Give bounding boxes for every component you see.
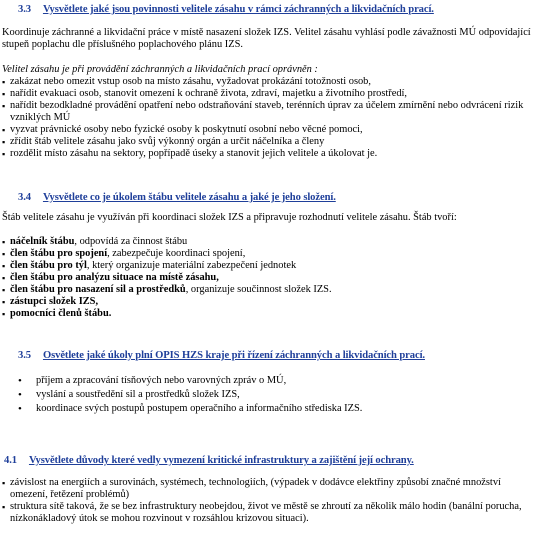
- section-title: Osvětlete jaké úkoly plní OPIS HZS kraje při řízení záchranných a likvidačních prací.: [42, 350, 425, 361]
- list-item: ▪ člen štábu pro spojení, zabezpečuje koordinaci spojení,: [2, 248, 534, 260]
- section-number: 3.5: [18, 350, 31, 361]
- section-heading-4-1: [4, 455, 414, 467]
- list-item: ▪ zástupci složek IZS,: [2, 296, 534, 308]
- paragraph-coordination: Koordinuje záchranné a likvidační práce v místě nasazení složek IZS. Velitel zásahu vyhlásí podle závažnosti MÚ odpovídající stupeň poplachu dle příslušného poplachového plánu IZS.: [2, 27, 531, 50]
- list-item: ▪ člen štábu pro nasazení sil a prostředků, organizuje součinnost složek IZS.: [2, 284, 534, 296]
- list-item: ▪ zakázat nebo omezit vstup osob na místo zásahu, vyžadovat prokázání totožnosti osob,: [2, 76, 534, 88]
- authority-list: [2, 76, 534, 160]
- list-item: ▪ člen štábu pro analýzu situace na místě zásahu,: [2, 272, 534, 284]
- section-heading-3-5: [18, 350, 425, 362]
- list-item: ▪ nařídit bezodkladné provádění opatření nebo odstraňování staveb, terénních úprav za účelem zmírnění nebo odvrácení rizik vzniklých MÚ: [2, 100, 534, 124]
- list-item: ▪ struktura sítě taková, že se bez infrastruktury neobejdou, život ve městě se zhroutí za několik málo hodin (banální porucha, nízkonákladový útok se mohou rozvinout v rozsáhlou krizovou situaci).: [2, 501, 534, 525]
- section-title: Vysvětlete co je úkolem štábu velitele zásahu a jaké je jeho složení.: [42, 192, 336, 203]
- section-title: Vysvětlete důvody které vedly vymezení kritické infrastruktury a zajištění její ochrany.: [28, 455, 414, 466]
- infrastructure-list: [2, 477, 534, 525]
- paragraph-staff: Štáb velitele zásahu je využíván při koordinaci složek IZS a připravuje rozhodnutí velitele zásahu. Štáb tvoří:: [2, 212, 457, 223]
- list-item: ▪ vyzvat právnické osoby nebo fyzické osoby k poskytnutí osobní nebo věcné pomoci,: [2, 124, 534, 136]
- opis-list: [2, 374, 534, 416]
- list-item: ▪ nařídit evakuaci osob, stanovit omezení k ochraně života, zdraví, majetku a životního prostředí,: [2, 88, 534, 100]
- list-item: ▪ náčelník štábu, odpovídá za činnost štábu: [2, 236, 534, 248]
- list-item: • vyslání a soustředění sil a prostředků složek IZS,: [2, 388, 534, 402]
- staff-list: [2, 236, 534, 320]
- section-heading-3-4: [18, 192, 336, 204]
- list-item: • koordinace svých postupů postupem operačního a informačního střediska IZS.: [2, 402, 534, 416]
- section-heading-3-3: [18, 4, 434, 16]
- authority-intro: Velitel zásahu je při provádění záchranných a likvidačních prací oprávněn :: [2, 64, 318, 75]
- list-item: ▪ rozdělit místo zásahu na sektory, popřípadě úseky a stanovit jejich velitele a úkolovat je.: [2, 148, 534, 160]
- list-item: ▪ zřídit štáb velitele zásahu jako svůj výkonný orgán a určit náčelníka a členy: [2, 136, 534, 148]
- list-item: • příjem a zpracování tísňových nebo varovných zpráv o MÚ,: [2, 374, 534, 388]
- list-item: ▪ člen štábu pro týl, který organizuje materiální zabezpečení jednotek: [2, 260, 534, 272]
- section-title: Vysvětlete jaké jsou povinnosti velitele zásahu v rámci záchranných a likvidačních prací.: [42, 4, 434, 15]
- section-number: 3.3: [18, 4, 31, 15]
- section-number: 3.4: [18, 192, 31, 203]
- list-item: ▪ pomocníci členů štábu.: [2, 308, 534, 320]
- section-number: 4.1: [4, 455, 17, 466]
- list-item: ▪ závislost na energiích a surovinách, systémech, technologiích, (výpadek v dodávce elektřiny způsobí značné množství omezení, řetězení problémů): [2, 477, 534, 501]
